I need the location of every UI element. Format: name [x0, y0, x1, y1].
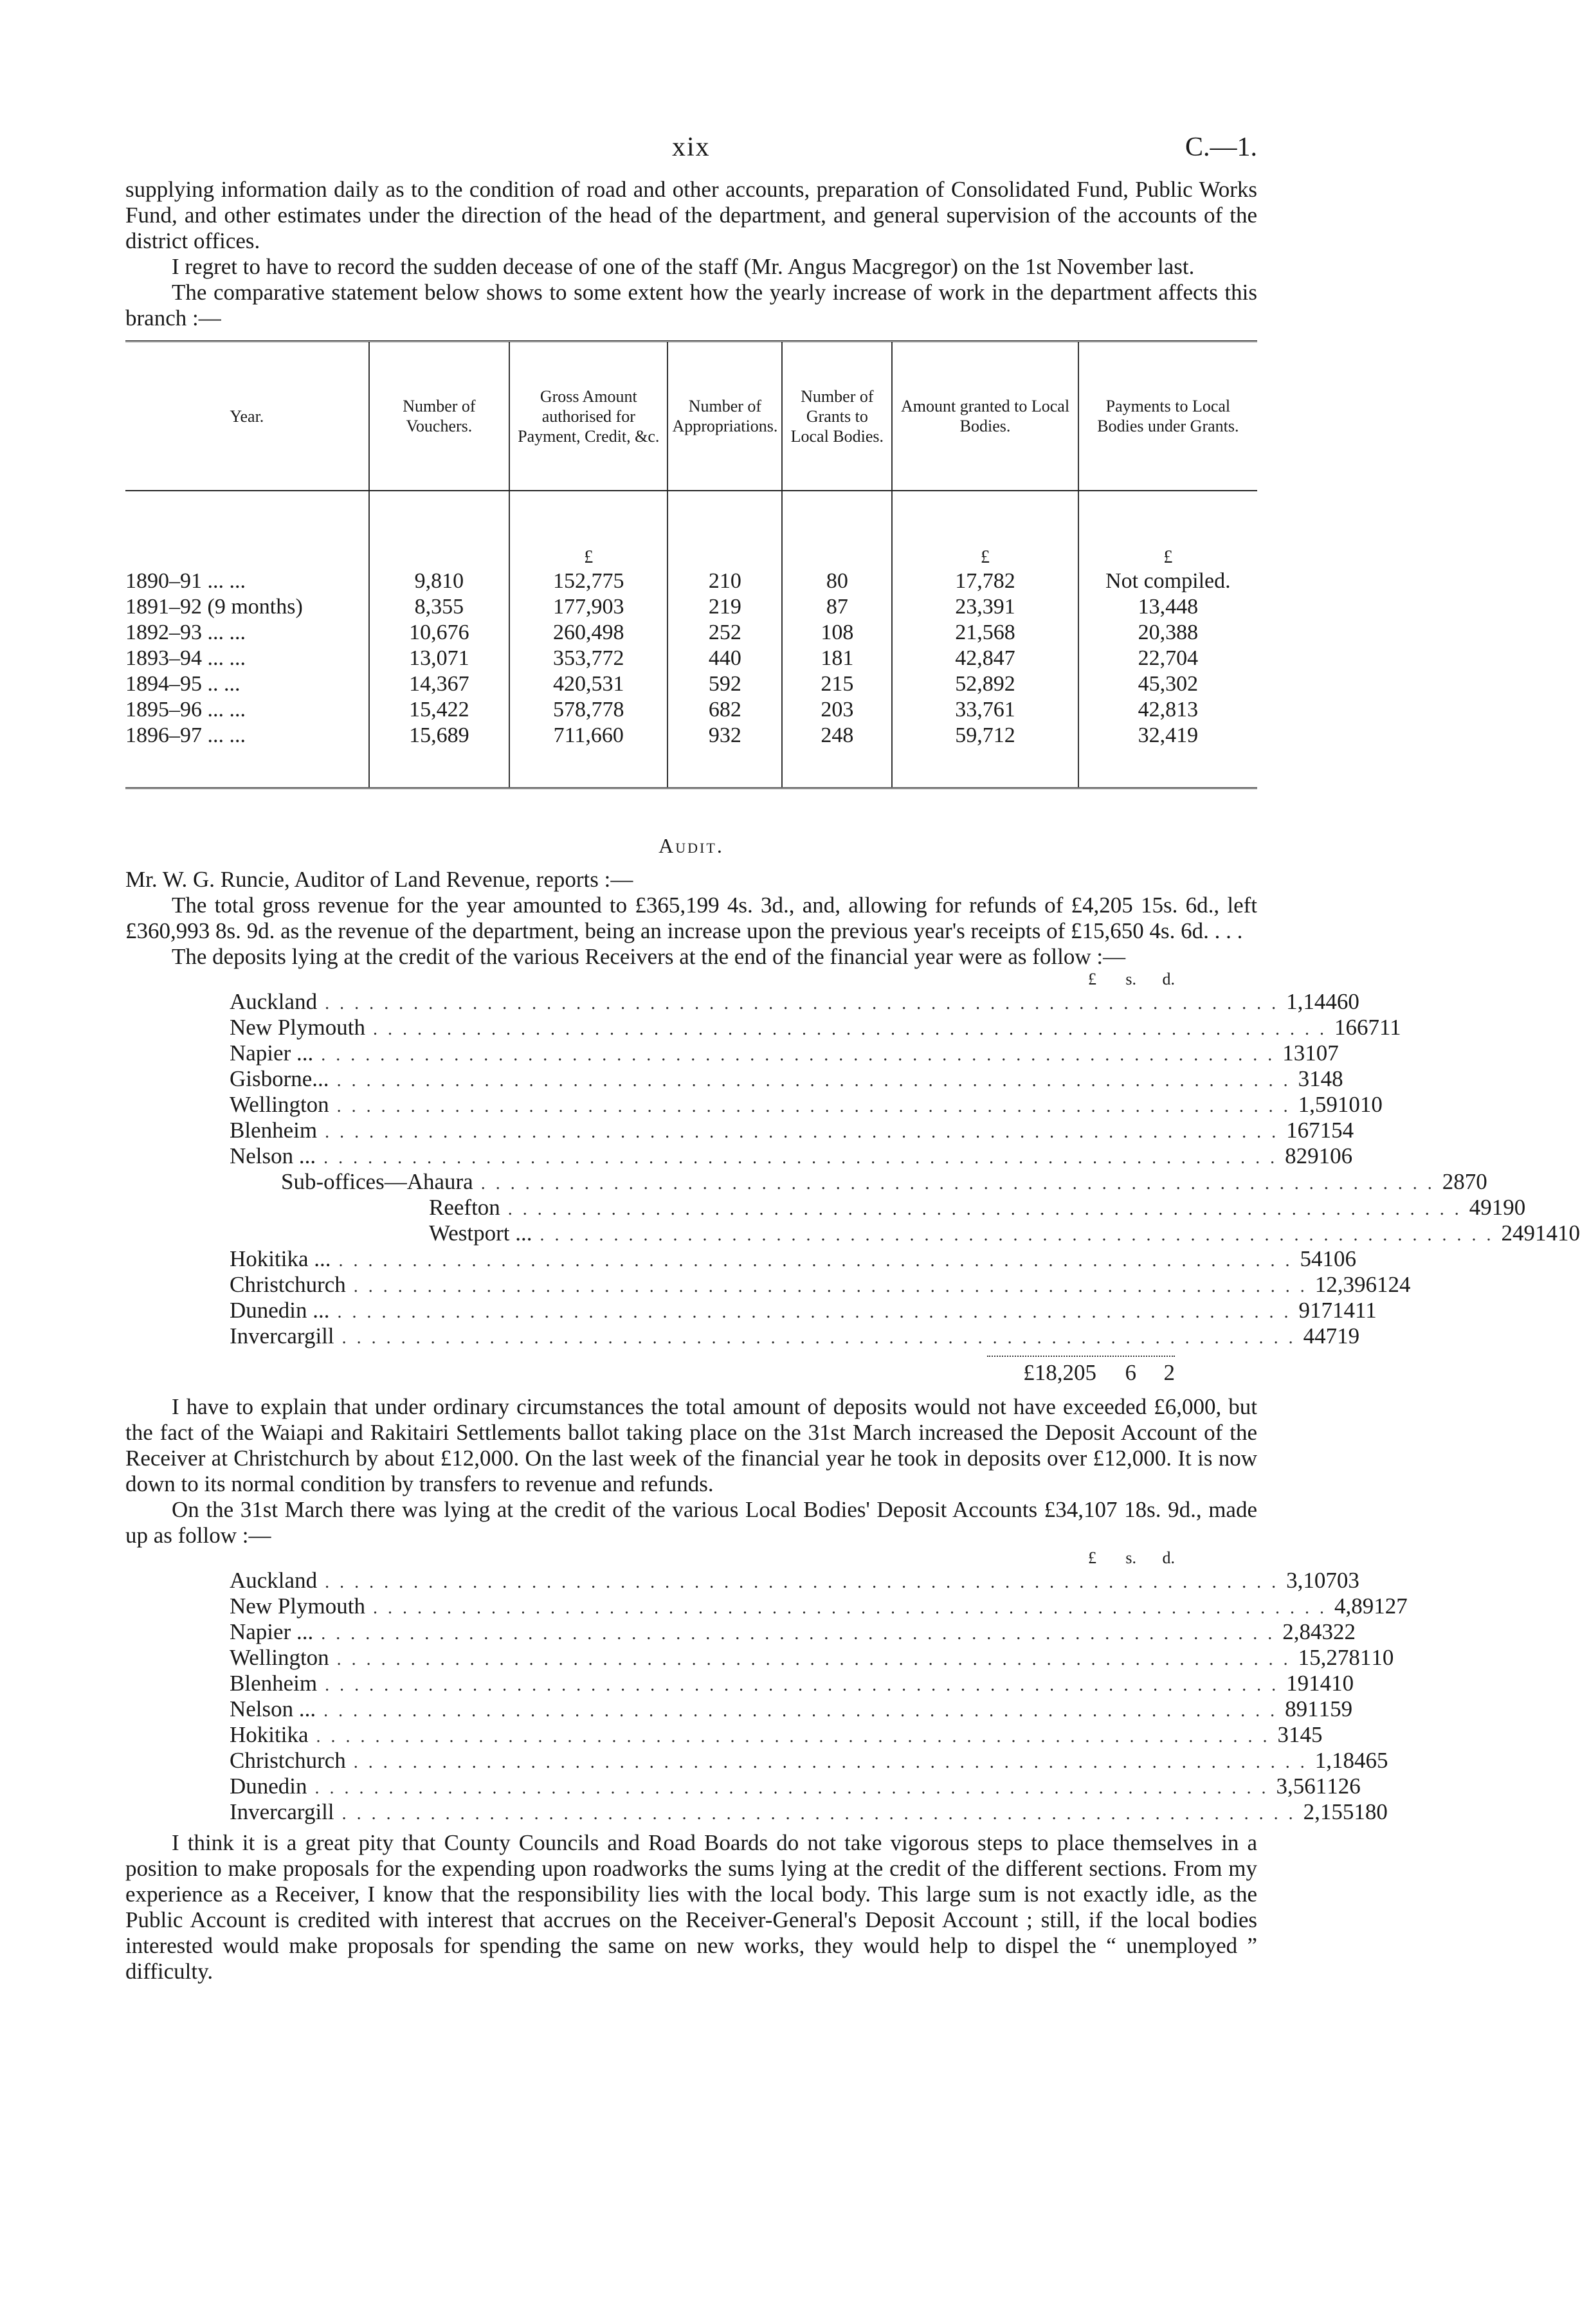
table-cell: 1891–92 (9 months)	[125, 595, 303, 619]
amount-pence: 7	[1396, 1593, 1408, 1619]
table-cell: 260,498	[509, 620, 667, 646]
amount-pounds: 1,184	[1314, 1748, 1366, 1773]
table-cell: 592	[667, 671, 782, 697]
amount-shillings: 14	[1535, 1221, 1557, 1246]
table-cell: 353,772	[509, 646, 667, 671]
leader-dots: .................................................................	[337, 1302, 1299, 1322]
amount-shillings: 12	[1327, 1774, 1350, 1799]
list-item	[230, 1272, 1411, 1298]
table-row	[125, 620, 1257, 646]
table-cell: 21,568	[892, 620, 1078, 646]
amount-shillings: 15	[1318, 1696, 1341, 1721]
account-name: Dunedin ...	[230, 1298, 330, 1323]
leader-dots: .................................................................	[321, 1045, 1283, 1065]
amount-pence: 4	[1342, 1118, 1354, 1143]
amount-pounds: 167	[1286, 1118, 1320, 1143]
table-row	[125, 646, 1257, 671]
table-cell: 23,391	[892, 594, 1078, 620]
leader-dots: .................................................................	[336, 1096, 1298, 1116]
leader-dots: .................................................................	[341, 1328, 1303, 1348]
list-item	[230, 1799, 1388, 1825]
table-cell: 14,367	[369, 671, 510, 697]
receivers-deposits-list	[230, 970, 1580, 1389]
amount-shillings: 2	[1332, 1619, 1345, 1644]
amount-shillings: 4	[1320, 1671, 1332, 1696]
amount-pence: 0	[1348, 989, 1359, 1014]
leader-dots: .................................................................	[325, 1572, 1287, 1592]
amount-pounds: 891	[1285, 1696, 1319, 1721]
account-name: Reefton	[429, 1195, 500, 1220]
list-item	[230, 1221, 1580, 1246]
table-cell: 9,810	[369, 568, 510, 594]
leader-dots: .................................................................	[316, 1727, 1278, 1747]
leader-dots: .................................................................	[321, 1624, 1283, 1644]
total-pounds: £18,205	[1023, 1360, 1096, 1385]
list-item	[230, 1092, 1383, 1118]
table-cell: 711,660	[509, 723, 667, 788]
amount-shillings: 0	[1316, 1040, 1328, 1066]
amount-shillings: 19	[1491, 1195, 1514, 1220]
amount-pence: 0	[1514, 1195, 1526, 1220]
account-name: Blenheim	[230, 1118, 318, 1143]
amount-pence: 11	[1379, 1015, 1401, 1040]
table-cell: 1893–94 ... ...	[125, 646, 246, 670]
leader-dots: .................................................................	[540, 1225, 1502, 1245]
amount-shillings: 7	[1368, 1015, 1379, 1040]
table-cell: 17,782	[892, 568, 1078, 594]
leader-dots: .................................................................	[336, 1649, 1298, 1669]
amount-pence: 5	[1311, 1722, 1323, 1747]
table-cell: 15,422	[369, 697, 510, 723]
amount-pounds: 3	[1277, 1722, 1289, 1747]
amount-shillings: 4	[1320, 1066, 1332, 1091]
table-header-row	[125, 341, 1257, 491]
amount-pounds: 49	[1469, 1195, 1492, 1220]
local-bodies-deposits-list	[230, 1548, 1408, 1825]
amount-shillings: 1	[1359, 1645, 1372, 1670]
amount-pounds: 28	[1442, 1169, 1465, 1194]
leader-dots: .................................................................	[323, 1148, 1285, 1168]
table-cell: 20,388	[1078, 620, 1257, 646]
list-item	[230, 1040, 1339, 1066]
amount-pence: 5	[1377, 1748, 1388, 1773]
table-cell: 210	[667, 568, 782, 594]
table-cell: 219	[667, 594, 782, 620]
table-row	[125, 568, 1257, 594]
pence-header: d.	[1162, 1548, 1175, 1567]
list-item	[230, 1246, 1356, 1272]
leader-dots: .................................................................	[325, 1675, 1287, 1695]
table-row	[125, 697, 1257, 723]
list-item	[230, 1748, 1388, 1774]
column-header: Amount granted to Local Bodies.	[892, 341, 1078, 491]
table-cell: 80	[782, 568, 892, 594]
amount-pence: 0	[1376, 1799, 1388, 1824]
column-header: Number of Grants to Local Bodies.	[782, 341, 892, 491]
list-item	[230, 989, 1359, 1015]
list-item	[230, 1645, 1394, 1671]
account-name: New Plymouth	[230, 1593, 365, 1619]
table-cell: 33,761	[892, 697, 1078, 723]
amount-pence: 4	[1399, 1272, 1411, 1297]
amount-shillings: 0	[1348, 1092, 1360, 1117]
table-cell: 932	[667, 723, 782, 788]
table-cell: 22,704	[1078, 646, 1257, 671]
amount-pence: 6	[1341, 1143, 1353, 1168]
amount-pounds: 31	[1298, 1066, 1321, 1091]
unit-cell: £	[892, 491, 1078, 568]
list-item	[230, 1169, 1487, 1195]
intro-paragraph-1: supplying information daily as to the condition of road and other accounts, preparation of Consolidated Fund, Public Works Fund, and other estimates under the direction of the head of the department, and general supervision of the accounts of the district offices.	[125, 177, 1257, 253]
table-cell: 252	[667, 620, 782, 646]
unit-cell	[369, 491, 510, 568]
leader-dots: .................................................................	[336, 1071, 1298, 1091]
account-name: Wellington	[230, 1092, 329, 1117]
amount-pence: 10	[1331, 1671, 1354, 1696]
amount-shillings: 14	[1332, 1298, 1356, 1323]
shillings-header: s.	[1125, 1548, 1136, 1567]
table-cell: 1890–91 ... ...	[125, 569, 246, 593]
leader-dots: .................................................................	[323, 1701, 1285, 1721]
amount-shillings: 6	[1336, 989, 1348, 1014]
audit-reporter: Mr. W. G. Runcie, Auditor of Land Revenue, reports :—	[125, 867, 633, 892]
account-name: Napier ...	[230, 1040, 314, 1066]
list-item	[230, 1696, 1353, 1722]
intro-paragraph-3: The comparative statement below shows to some extent how the yearly increase of work in the department affects this branch :—	[125, 280, 1257, 331]
table-cell: 32,419	[1078, 723, 1257, 788]
amount-pence: 6	[1349, 1774, 1361, 1799]
account-name: Auckland	[230, 989, 318, 1014]
leader-dots: .................................................................	[372, 1598, 1334, 1618]
list-item	[230, 1118, 1354, 1143]
amount-pounds: 2,843	[1282, 1619, 1333, 1644]
page-header	[125, 125, 1257, 177]
amount-shillings: 1	[1337, 1323, 1348, 1348]
list-item	[230, 1593, 1408, 1619]
column-header: Number of Appropriations.	[667, 341, 782, 491]
pounds-header: £	[1088, 1548, 1096, 1567]
table-cell: 215	[782, 671, 892, 697]
amount-pounds: 2,155	[1303, 1799, 1354, 1824]
total-shillings: 6	[1125, 1360, 1136, 1385]
table-cell: 1896–97 ... ...	[125, 723, 369, 788]
amount-pounds: 166	[1334, 1015, 1368, 1040]
table-cell: 87	[782, 594, 892, 620]
account-name: Nelson ...	[230, 1143, 316, 1168]
amount-pounds: 15,278	[1298, 1645, 1360, 1670]
list-item	[230, 1722, 1323, 1748]
table-cell: 420,531	[509, 671, 667, 697]
unit-cell: £	[1078, 491, 1257, 568]
amount-pounds: 3,107	[1286, 1568, 1337, 1593]
table-cell: 15,689	[369, 723, 510, 788]
leader-dots: .................................................................	[325, 994, 1287, 1013]
account-name: Gisborne...	[230, 1066, 329, 1091]
list-item	[230, 1568, 1359, 1593]
list-item	[230, 1195, 1526, 1221]
table-cell: 42,813	[1078, 697, 1257, 723]
list-item	[230, 1015, 1401, 1040]
amount-pounds: 917	[1298, 1298, 1333, 1323]
amount-shillings: 12	[1377, 1272, 1400, 1297]
table-row	[125, 594, 1257, 620]
amount-pence: 10	[1371, 1645, 1394, 1670]
account-name: Blenheim	[230, 1671, 318, 1696]
account-name: New Plymouth	[230, 1015, 365, 1040]
amount-pounds: 829	[1285, 1143, 1319, 1168]
audit-paragraph-1: The total gross revenue for the year amounted to £365,199 4s. 3d., and, allowing for refunds of £4,205 15s. 6d., left £360,993 8s. 9d. as the revenue of the department, being an increase upon the previous year's receipts of £15,650 4s. 6d. . . .	[125, 893, 1257, 943]
list-item	[230, 1298, 1377, 1323]
amount-shillings: 14	[1288, 1722, 1311, 1747]
intro-paragraph-2: I regret to have to record the sudden decease of one of the staff (Mr. Angus Macgregor) on the 1st November last.	[172, 254, 1195, 279]
amount-pence: 8	[1332, 1066, 1343, 1091]
amount-shillings: 0	[1336, 1568, 1348, 1593]
table-cell: 440	[667, 646, 782, 671]
column-header: Year.	[125, 341, 369, 491]
unit-cell	[667, 491, 782, 568]
leader-dots: .................................................................	[353, 1276, 1315, 1296]
account-name: Invercargill	[230, 1799, 334, 1824]
table-cell: 8,355	[369, 594, 510, 620]
leader-dots: .................................................................	[353, 1752, 1315, 1772]
table-cell: 181	[782, 646, 892, 671]
amount-shillings: 2	[1385, 1593, 1397, 1619]
money-column-headers	[230, 1548, 1175, 1568]
table-cell: 578,778	[509, 697, 667, 723]
account-name: Christchurch	[230, 1272, 346, 1297]
explanation-paragraph-1: I have to explain that under ordinary circumstances the total amount of deposits would not have exceeded £6,000, but the fact of the Waiapi and Rakitairi Settlements ballot taking place on the 31st March increased the Deposit Account of the Receiver at Christchurch by about £12,000. On the last week of the financial year he took in deposits over £12,000. It is now down to its normal condition by transfers to revenue and refunds.	[125, 1394, 1257, 1496]
amount-pounds: 131	[1282, 1040, 1316, 1066]
account-name: Sub-offices—Ahaura	[281, 1169, 473, 1194]
table-cell: 203	[782, 697, 892, 723]
account-name: Wellington	[230, 1645, 329, 1670]
column-header: Number of Vouchers.	[369, 341, 510, 491]
amount-pounds: 12,396	[1314, 1272, 1377, 1297]
table-cell: 152,775	[509, 568, 667, 594]
page	[125, 125, 1580, 1984]
account-name: Christchurch	[230, 1748, 346, 1773]
account-name: Dunedin	[230, 1774, 307, 1799]
leader-dots: .................................................................	[341, 1804, 1303, 1824]
amount-pence: 10	[1557, 1221, 1580, 1246]
account-name: Hokitika	[230, 1722, 309, 1747]
amount-pounds: 191	[1286, 1671, 1320, 1696]
table-cell: 1894–95 .. ...	[125, 672, 241, 696]
amount-pence: 2	[1344, 1619, 1356, 1644]
leader-dots: .................................................................	[372, 1019, 1334, 1039]
amount-pounds: 54	[1300, 1246, 1323, 1271]
table-cell: 10,676	[369, 620, 510, 646]
pounds-header: £	[1088, 970, 1096, 988]
audit-paragraph-2: The deposits lying at the credit of the various Receivers at the end of the financial year were as follow :—	[172, 944, 1126, 969]
receivers-total-row	[230, 1357, 1175, 1389]
amount-pounds: 3,561	[1276, 1774, 1327, 1799]
list-item	[230, 1619, 1356, 1645]
leader-dots: .................................................................	[480, 1174, 1442, 1194]
leader-dots: .................................................................	[507, 1199, 1469, 1219]
table-row	[125, 723, 1257, 788]
unit-cell	[125, 491, 369, 568]
amount-shillings: 10	[1322, 1246, 1345, 1271]
document-reference: C.—1.	[1185, 132, 1257, 162]
list-item	[230, 1671, 1354, 1696]
unit-cell	[782, 491, 892, 568]
amount-shillings: 7	[1464, 1169, 1476, 1194]
account-name: Auckland	[230, 1568, 318, 1593]
amount-pounds: 249	[1501, 1221, 1535, 1246]
units-row	[125, 491, 1257, 568]
closing-paragraph: I think it is a great pity that County Councils and Road Boards do not take vigorous steps to place themselves in a position to make proposals for the expending upon roadworks the sums lying at the credit of the different sections. From my experience as a Receiver, I know that the responsibility lies with the local body. This large sum is not exactly idle, as the Public Account is credited with interest that accrues on the Receiver-General's Deposit Account ; still, if the local bodies interested would make proposals for spending the same on new works, they would help to dispel the “ unemployed ” difficulty.	[125, 1830, 1257, 1984]
page-number: xix	[672, 132, 711, 162]
table-cell: 13,448	[1078, 594, 1257, 620]
column-header: Gross Amount authorised for Payment, Credit, &c.	[509, 341, 667, 491]
amount-pounds: 447	[1303, 1323, 1338, 1348]
table-cell: 42,847	[892, 646, 1078, 671]
table-cell: 59,712	[892, 723, 1078, 788]
list-item	[230, 1323, 1360, 1349]
total-pence: 2	[1163, 1360, 1175, 1385]
column-header: Payments to Local Bodies under Grants.	[1078, 341, 1257, 491]
section-heading-audit: Audit.	[658, 834, 724, 857]
comparative-statement-table	[125, 340, 1257, 789]
amount-pence: 11	[1355, 1298, 1377, 1323]
amount-pounds: 4,891	[1334, 1593, 1385, 1619]
account-name: Hokitika ...	[230, 1246, 331, 1271]
table-cell: 45,302	[1078, 671, 1257, 697]
explanation-paragraph-2: On the 31st March there was lying at the credit of the various Local Bodies' Deposit Accounts £34,107 18s. 9d., made up as follow :—	[125, 1497, 1257, 1548]
table-cell: 52,892	[892, 671, 1078, 697]
leader-dots: .................................................................	[325, 1122, 1287, 1142]
amount-pounds: 1,591	[1298, 1092, 1349, 1117]
amount-pence: 0	[1476, 1169, 1487, 1194]
leader-dots: .................................................................	[338, 1251, 1300, 1271]
money-column-headers	[230, 970, 1175, 989]
table-cell: 682	[667, 697, 782, 723]
table-cell: 177,903	[509, 594, 667, 620]
amount-pence: 7	[1327, 1040, 1339, 1066]
amount-pence: 9	[1348, 1323, 1360, 1348]
shillings-header: s.	[1125, 970, 1136, 988]
amount-pounds: 1,144	[1286, 989, 1337, 1014]
list-item	[230, 1774, 1361, 1799]
table-cell: 13,071	[369, 646, 510, 671]
account-name: Nelson ...	[230, 1696, 316, 1721]
amount-pence: 3	[1348, 1568, 1359, 1593]
list-item	[230, 1066, 1343, 1092]
pence-header: d.	[1162, 970, 1175, 988]
account-name: Westport ...	[429, 1221, 532, 1246]
amount-shillings: 10	[1318, 1143, 1341, 1168]
amount-pence: 9	[1341, 1696, 1353, 1721]
amount-shillings: 6	[1365, 1748, 1377, 1773]
table-cell: 248	[782, 723, 892, 788]
table-row	[125, 671, 1257, 697]
amount-shillings: 18	[1354, 1799, 1377, 1824]
table-cell: 1895–96 ... ...	[125, 698, 246, 722]
amount-pence: 10	[1359, 1092, 1383, 1117]
table-cell: 108	[782, 620, 892, 646]
leader-dots: .................................................................	[314, 1778, 1276, 1798]
table-cell: Not compiled.	[1078, 568, 1257, 594]
account-name: Invercargill	[230, 1323, 334, 1348]
account-name: Napier ...	[230, 1619, 314, 1644]
amount-pence: 6	[1345, 1246, 1356, 1271]
table-cell: 1892–93 ... ...	[125, 621, 246, 644]
unit-cell: £	[509, 491, 667, 568]
amount-shillings: 15	[1320, 1118, 1343, 1143]
list-item	[230, 1143, 1353, 1169]
